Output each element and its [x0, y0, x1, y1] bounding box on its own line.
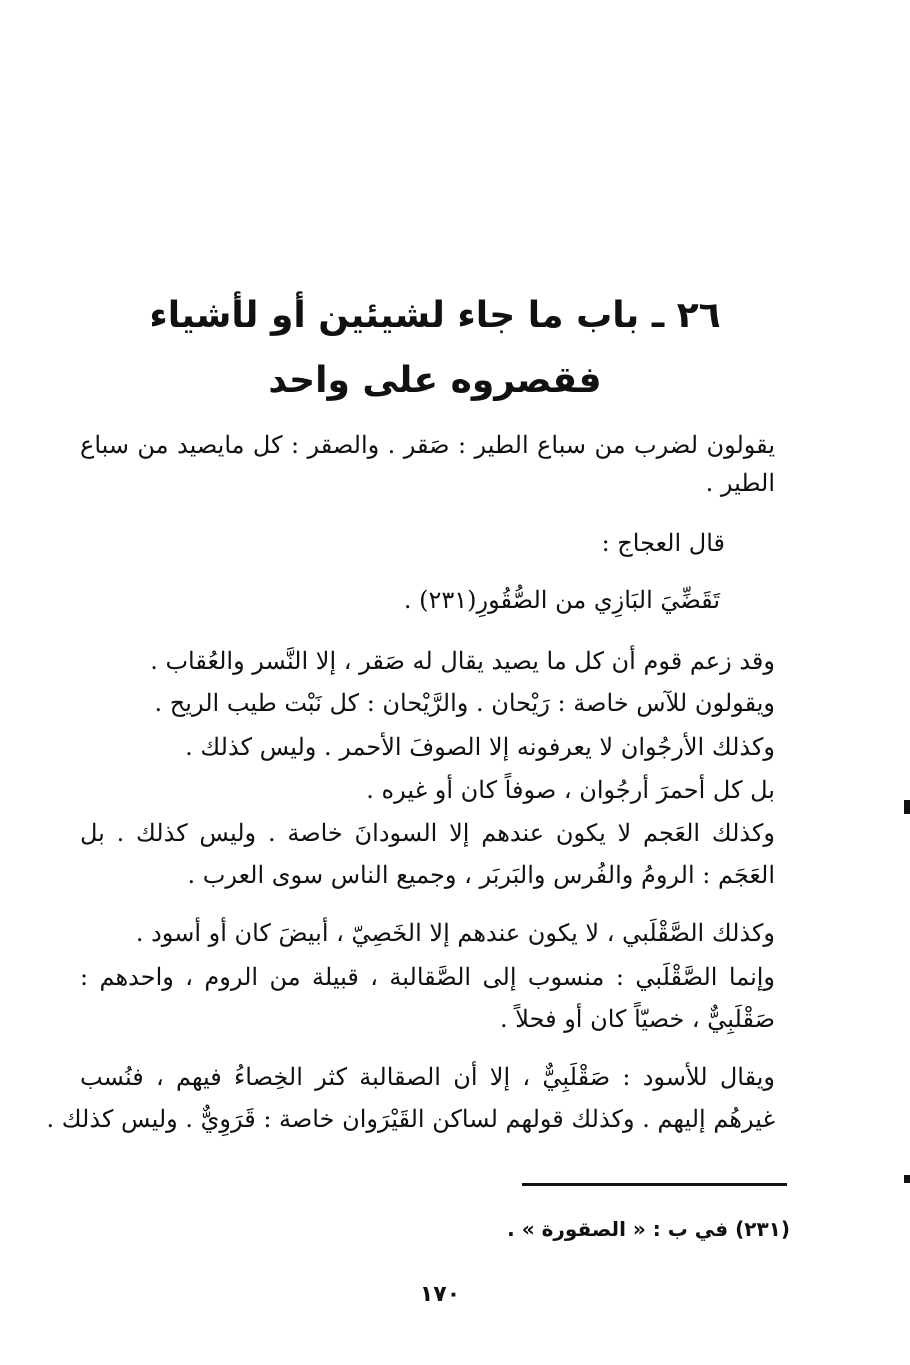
- text-line: يقولون لضرب من سباع الطير : صَقر . والصقر : كل مايصيد من سباع: [80, 431, 775, 459]
- text-line: الطير .: [705, 469, 775, 497]
- text-line: وإنما الصَّقْلَبي : منسوب إلى الصَّقالبة ، قبيلة من الروم ، واحدهم :: [80, 963, 775, 991]
- text-line: قال العجاج :: [601, 529, 725, 557]
- text-line: وكذلك الصَّقْلَبي ، لا يكون عندهم إلا الخَصِيّ ، أبيضَ كان أو أسود .: [135, 919, 775, 947]
- text-line: وكذلك العَجم لا يكون عندهم إلا السودانَ خاصة . وليس كذلك . بل: [80, 819, 775, 847]
- page-number: ١٧٠: [419, 1282, 461, 1307]
- text-line: غيرهُم إليهم . وكذلك قولهم لساكن القَيْرَوان خاصة : قَرَوِيٌّ . وليس كذلك .: [46, 1105, 775, 1133]
- text-line: العَجَم : الرومُ والفُرس والبَربَر ، وجميع الناس سوى العرب .: [187, 861, 775, 889]
- footnote: (٢٣١) في ب : « الصقورة » .: [507, 1217, 790, 1241]
- text-line: وكذلك الأرجُوان لا يعرفونه إلا الصوفَ الأحمر . وليس كذلك .: [185, 733, 775, 761]
- text-line: بل كل أحمرَ أرجُوان ، صوفاً كان أو غيره .: [366, 776, 775, 804]
- chapter-subtitle: فقصروه على واحد: [268, 360, 602, 401]
- text-line: صَقْلَبِيٌّ ، خصيّاً كان أو فحلاً .: [500, 1005, 775, 1033]
- scan-edge-mark: [904, 1175, 910, 1183]
- scan-edge-mark: [904, 800, 910, 814]
- footnote-divider: [522, 1183, 787, 1186]
- text-line: وقد زعم قوم أن كل ما يصيد يقال له صَقر ، إلا النَّسر والعُقاب .: [150, 647, 775, 675]
- verse-line: تَقَضِّيَ البَازِي من الصُّقُورِ(٢٣١) .: [403, 586, 720, 614]
- text-line: ويقال للأسود : صَقْلَبِيٌّ ، إلا أن الصقالبة كثر الخِصاءُ فيهم ، فنُسب: [80, 1063, 775, 1091]
- text-line: ويقولون للآس خاصة : رَيْحان . والرَّيْحان : كل نَبْت طيب الريح .: [154, 689, 775, 717]
- chapter-title: ٢٦ ـ باب ما جاء لشيئين أو لأشياء: [149, 295, 721, 336]
